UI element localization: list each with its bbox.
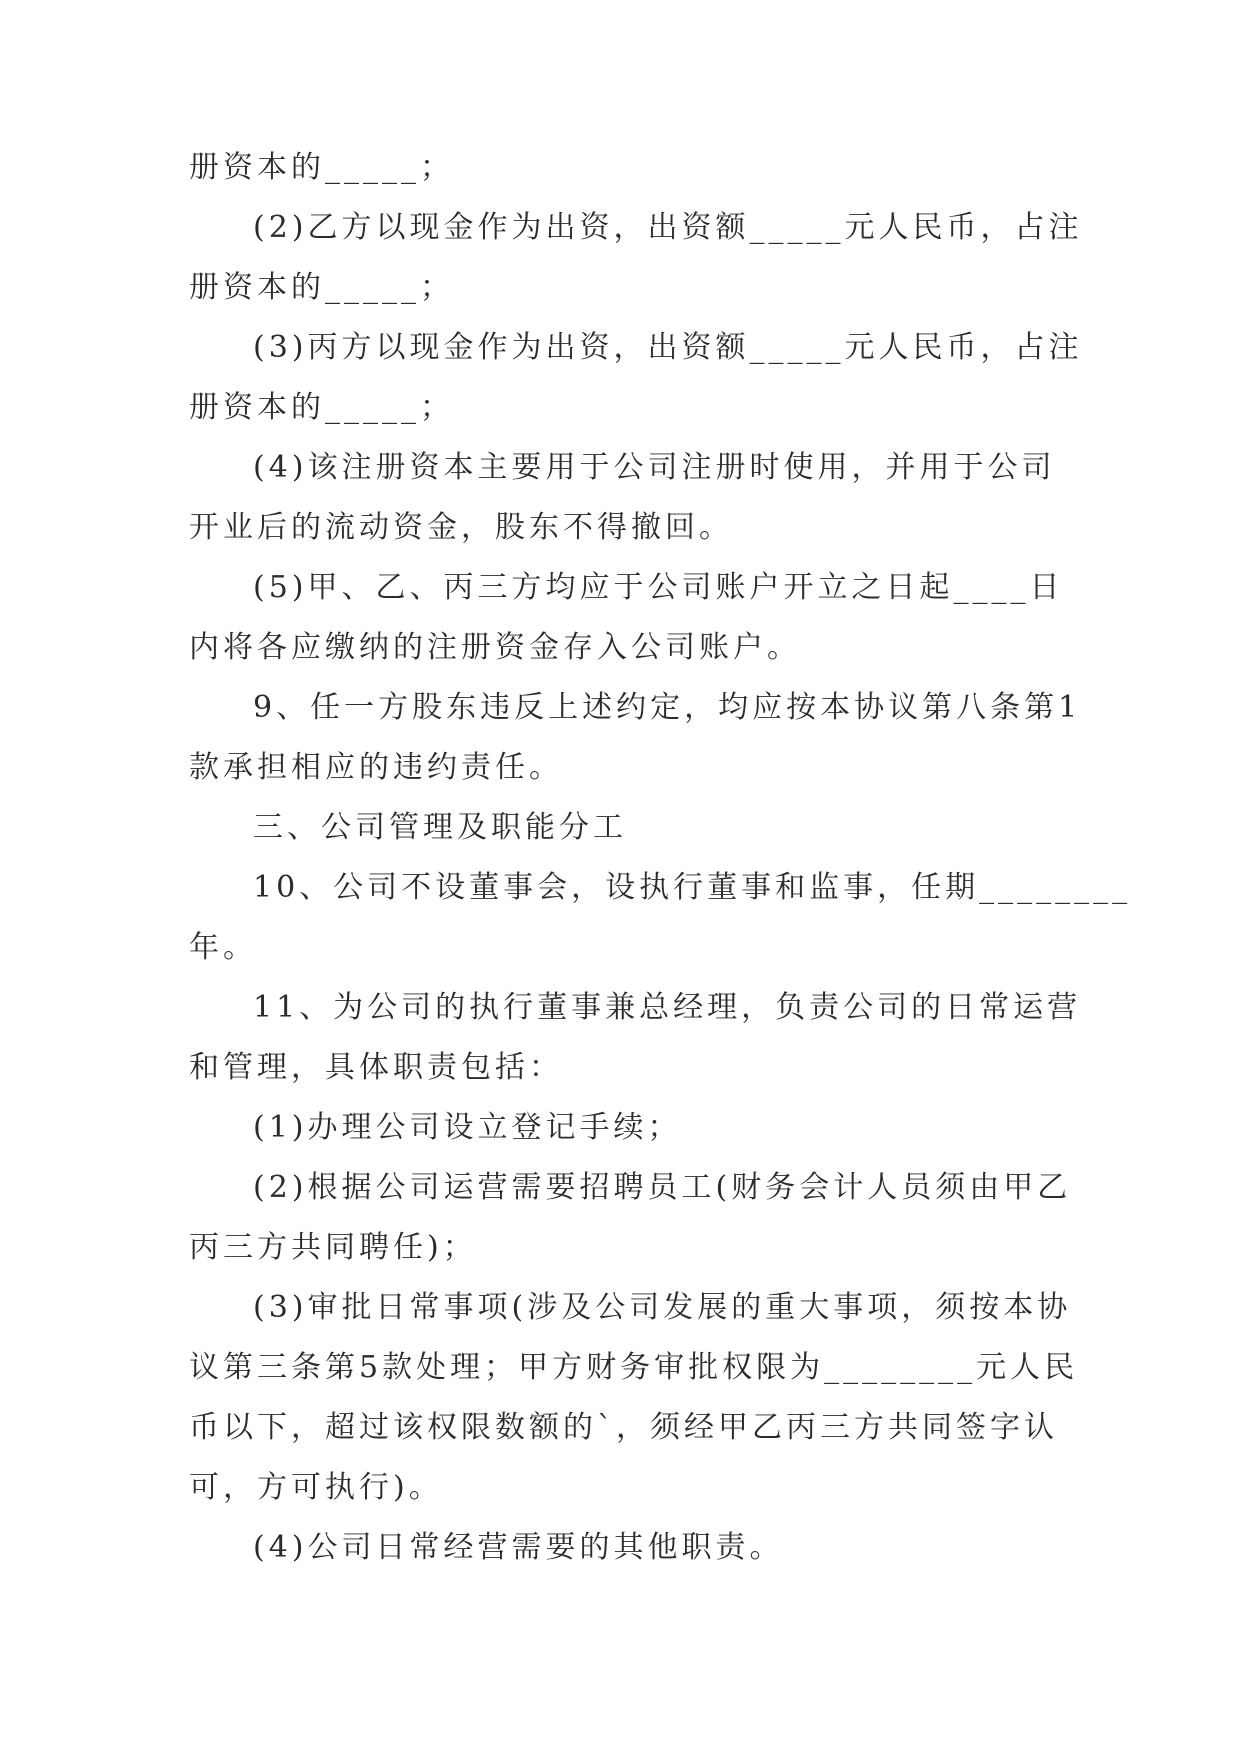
text-line: 内将各应缴纳的注册资金存入公司账户。 [189,630,801,665]
text-line: 年。 [189,930,257,965]
text-line: 册资本的_____； [189,390,454,425]
text-line: 开业后的流动资金，股东不得撤回。 [189,510,733,545]
text-line: 9、任一方股东违反上述约定，均应按本协议第八条第1 [253,690,1082,725]
text-line: (5)甲、乙、丙三方均应于公司账户开立之日起____日 [253,570,1064,605]
text-line: 册资本的_____； [189,270,454,305]
text-line: 可，方可执行)。 [189,1470,443,1505]
text-line: 和管理，具体职责包括： [189,1050,563,1085]
section-heading: 三、公司管理及职能分工 [253,810,627,845]
document-page [189,138,1132,1578]
text-line: 10、公司不设董事会，设执行董事和监事，任期________ [253,870,1132,905]
text-line: (2)根据公司运营需要招聘员工(财务会计人员须由甲乙 [253,1170,1072,1205]
text-line: 册资本的_____； [189,150,454,185]
text-line: (3)审批日常事项(涉及公司发展的重大事项，须按本协 [253,1290,1072,1325]
text-line: 丙三方共同聘任)； [189,1230,477,1265]
text-line: (4)公司日常经营需要的其他职责。 [253,1530,784,1565]
text-line: 议第三条第5款处理；甲方财务审批权限为________元人民 [189,1350,1079,1385]
text-line: 币以下，超过该权限数额的`，须经甲乙丙三方共同签字认 [189,1410,1058,1445]
text-line: (1)办理公司设立登记手续； [253,1110,682,1145]
text-line: (2)乙方以现金作为出资，出资额_____元人民币，占注 [253,210,1083,245]
text-line: 11、为公司的执行董事兼总经理，负责公司的日常运营 [253,990,1082,1025]
text-line: (4)该注册资本主要用于公司注册时使用，并用于公司 [253,450,1056,485]
text-line: (3)丙方以现金作为出资，出资额_____元人民币，占注 [253,330,1083,365]
text-line: 款承担相应的违约责任。 [189,750,563,785]
